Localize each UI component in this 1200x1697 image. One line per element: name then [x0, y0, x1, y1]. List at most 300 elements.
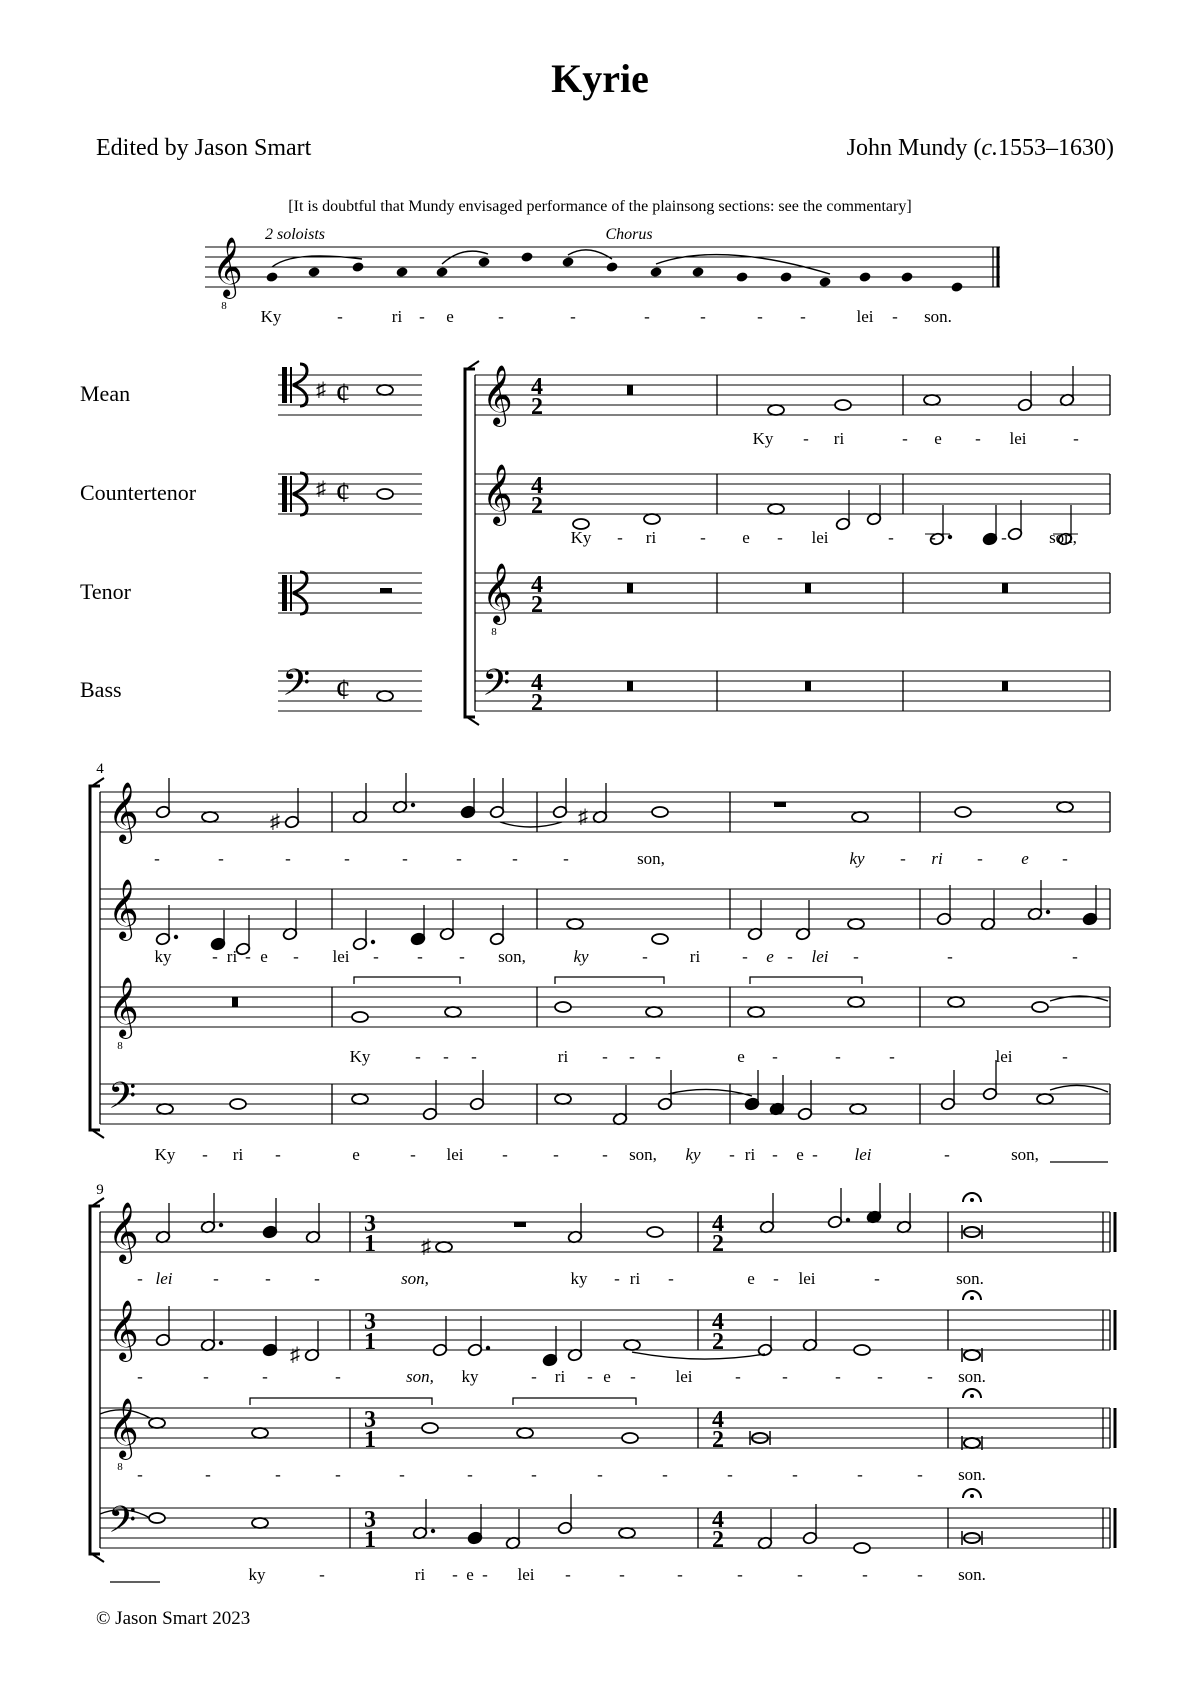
systems-1-lyrics-0-syllable: - [563, 849, 569, 868]
ct-note [542, 1326, 558, 1367]
measure-number-4: 4 [96, 761, 104, 777]
bass-note [1037, 1094, 1053, 1104]
incipit-note-bass-head [377, 691, 393, 701]
ct-note [757, 1316, 773, 1357]
system-3-treble-clef-1: 𝄞 [108, 1202, 139, 1262]
bass-note [555, 1094, 571, 1104]
tenor-rest [232, 997, 238, 1007]
tenor-rest [805, 583, 811, 593]
incipit-c-clef-countertenor-bar [282, 476, 287, 512]
mean-note [155, 1203, 171, 1244]
systems-1-lyrics-3-syllable: e [796, 1145, 804, 1164]
composer-circa: c. [981, 135, 998, 161]
systems-1-lyrics-3-syllable: ky [685, 1145, 701, 1164]
tenor-note [848, 997, 864, 1007]
systems-1-lyrics-1-syllable: son, [498, 947, 526, 966]
bass-note [467, 1504, 483, 1545]
systems-1-lyrics-1-syllable: - [1072, 947, 1078, 966]
bass-rest [805, 681, 811, 691]
systems-2-lyrics-3-syllable: - [677, 1565, 683, 1584]
systems-1-lyrics-2-syllable: Ky [349, 1047, 371, 1066]
system-1-time-sig-1-top: 4 [531, 374, 543, 400]
systems-1-lyrics-3-syllable: - [772, 1145, 778, 1164]
systems-0-lyrics-0-syllable: ri [833, 429, 845, 448]
systems-2-lyrics-1-syllable: - [927, 1367, 933, 1386]
system-3-time-4-2-bottom: 2 [712, 1329, 724, 1355]
tenor-fermata-dot [970, 1394, 974, 1398]
ct-note [982, 505, 998, 546]
systems-2-lyrics-1-syllable: - [203, 1367, 209, 1386]
bass-note [412, 1499, 435, 1540]
plainsong-lyrics-syllable: ri [391, 307, 403, 326]
systems-1-lyrics-3-syllable: ri [744, 1145, 756, 1164]
systems-2-lyrics-0-syllable: lei [155, 1269, 173, 1288]
systems-2-lyrics-2-syllable: - [727, 1465, 733, 1484]
systems-1-lyrics-1-syllable: - [853, 947, 859, 966]
mean-note [768, 405, 784, 415]
systems-0-lyrics-1-syllable: - [888, 528, 894, 547]
mean-note-head [852, 812, 868, 822]
mean-note [460, 778, 476, 819]
tenor-note [948, 997, 964, 1007]
mean-fermata-dot [970, 1198, 974, 1202]
plainsong-note [477, 256, 490, 268]
plainsong-note [307, 266, 320, 278]
ct-note-dot [948, 535, 952, 539]
system-3-time-4-2-bottom: 2 [712, 1527, 724, 1553]
tenor-note [149, 1418, 165, 1428]
systems-2-lyrics-1-syllable: - [630, 1367, 636, 1386]
part-label-tenor: Tenor [80, 579, 131, 604]
mean-note [552, 778, 568, 819]
systems-2-lyrics-3-syllable: - [319, 1565, 325, 1584]
plainsong-lyrics-syllable: - [570, 307, 576, 326]
plainsong-note [605, 261, 618, 273]
mean-rest-m1 [627, 385, 633, 395]
plainsong-lyrics-syllable: - [800, 307, 806, 326]
system-1-treble-clef-2: 𝄞 [482, 464, 513, 524]
systems-2-lyrics-2-syllable: son. [958, 1465, 986, 1484]
bass-note-head [854, 1543, 870, 1553]
ct-note-head [652, 934, 668, 944]
bass-note [940, 1070, 956, 1111]
systems-1-lyrics-3-syllable: - [602, 1145, 608, 1164]
mean-note-dot [846, 1218, 850, 1222]
tenor-note-head [555, 1002, 571, 1012]
systems-0-lyrics-1-syllable: Ky [570, 528, 592, 547]
systems-1-lyrics-1-syllable: lei [332, 947, 350, 966]
systems-0-lyrics-1-syllable: lei [811, 528, 829, 547]
systems-2-lyrics-1-syllable: - [262, 1367, 268, 1386]
system-1-treble-clef-1: 𝄞 [482, 365, 513, 425]
systems-1-lyrics-0-syllable: - [456, 849, 462, 868]
systems-2-lyrics-3-syllable: - [797, 1565, 803, 1584]
mean-note [155, 778, 171, 819]
systems-2-lyrics-2-syllable: - [467, 1465, 473, 1484]
mean-sharp: ♯ [578, 806, 588, 828]
ct-note-dot [174, 935, 178, 939]
systems-1-lyrics-3-syllable: - [275, 1145, 281, 1164]
systems-0-lyrics-1-syllable: - [930, 528, 936, 547]
ct-note [210, 910, 226, 951]
systems-1-lyrics-1-syllable: - [293, 947, 299, 966]
mean-note [652, 807, 668, 817]
bass-note [469, 1070, 485, 1111]
incipit-c-clef-tenor-bar [282, 575, 287, 611]
systems-2-lyrics-3-syllable: - [482, 1565, 488, 1584]
system-2-bracket [90, 786, 100, 1130]
systems-1-lyrics-1-syllable: ky [154, 947, 172, 966]
ct-note [155, 905, 178, 946]
tenor-note-head [252, 1428, 268, 1438]
mean-note [262, 1198, 278, 1239]
systems-1-lyrics-0-syllable: - [154, 849, 160, 868]
ct-note [352, 910, 375, 951]
plainsong-slur-3 [568, 250, 612, 259]
plainsong-lyrics-syllable: - [757, 307, 763, 326]
plainsong-note [395, 266, 408, 278]
bass-fermata-dot [970, 1494, 974, 1498]
systems-1-lyrics-0-syllable: - [344, 849, 350, 868]
systems-1-lyrics-1-syllable: ri [689, 947, 701, 966]
systems-1-lyrics-3-syllable: son, [1011, 1145, 1039, 1164]
tenor-note [517, 1428, 533, 1438]
ct-note [282, 900, 298, 941]
systems-1-lyrics-0-syllable: - [900, 849, 906, 868]
systems-1-lyrics-1-syllable: - [417, 947, 423, 966]
systems-0-lyrics-1-syllable: - [700, 528, 706, 547]
bass-tie [1050, 1085, 1108, 1092]
systems-0-lyrics-1-syllable: - [1001, 528, 1007, 547]
systems-2-lyrics-1-syllable: lei [675, 1367, 693, 1386]
systems-2-lyrics-1-syllable: - [587, 1367, 593, 1386]
ct-note [848, 919, 864, 929]
incipit-cut-time-countertenor: ¢ [335, 476, 351, 509]
mean-note [352, 783, 368, 824]
bass-note [850, 1104, 866, 1114]
tenor-note [555, 1002, 571, 1012]
incipit-note-countertenor [377, 489, 393, 499]
systems-2-lyrics-0-syllable: ky [570, 1269, 588, 1288]
system-3-time-3-1-bottom: 1 [364, 1231, 376, 1257]
mean-note-head [202, 812, 218, 822]
tenor-note-head [646, 1007, 662, 1017]
part-label-mean: Mean [80, 381, 131, 406]
mean-note [866, 1183, 882, 1224]
systems-2-lyrics-1-syllable: - [835, 1367, 841, 1386]
systems-0-lyrics-0-syllable: Ky [752, 429, 774, 448]
bass-note-head [252, 1518, 268, 1528]
systems-0-lyrics-0-syllable: - [975, 429, 981, 448]
plainsong-lyrics-syllable: e [446, 307, 454, 326]
system-3-time-4-2-bottom: 2 [712, 1231, 724, 1257]
editor-credit: Edited by Jason Smart [96, 135, 312, 161]
systems-0-lyrics-1-syllable: son, [1049, 528, 1077, 547]
copyright: © Jason Smart 2023 [96, 1608, 251, 1629]
mean-note [896, 1193, 912, 1234]
plainsong-lyrics-syllable: lei [856, 307, 874, 326]
ct-note [200, 1311, 223, 1352]
system-3-bass-clef: 𝄢 [108, 1499, 137, 1550]
systems-1-lyrics-0-syllable: e [1021, 849, 1029, 868]
incipit-note-countertenor-head [377, 489, 393, 499]
systems-1-lyrics-3-syllable: - [729, 1145, 735, 1164]
tenor-note [252, 1428, 268, 1438]
ct-note [1082, 885, 1098, 926]
systems-1-lyrics-2-syllable: - [835, 1047, 841, 1066]
systems-2-lyrics-1-syllable: son, [406, 1367, 434, 1386]
plainsong-slur-1 [272, 256, 362, 267]
mean-note [924, 395, 940, 405]
bass-note-head [619, 1528, 635, 1538]
bass-note [802, 1504, 818, 1545]
incipit-sharp-mean: ♯ [316, 379, 326, 401]
systems-1-lyrics-1-syllable: e [260, 947, 268, 966]
systems-2-lyrics-2-syllable: - [597, 1465, 603, 1484]
mean-note [1017, 371, 1033, 412]
plainsong-treble-clef: 𝄞 [212, 237, 243, 297]
systems-1-lyrics-2-syllable: - [1062, 1047, 1068, 1066]
system-3-time-4-2-top: 4 [712, 1211, 724, 1237]
systems-0-lyrics-1-syllable: - [617, 528, 623, 547]
systems-2-lyrics-0-syllable: - [668, 1269, 674, 1288]
systems-2-lyrics-2-syllable: - [792, 1465, 798, 1484]
systems-1-lyrics-1-syllable: - [787, 947, 793, 966]
system-1-time-sig-1-bottom: 2 [531, 394, 543, 420]
systems-1-lyrics-1-syllable: - [212, 947, 218, 966]
systems-2-lyrics-0-syllable: - [874, 1269, 880, 1288]
incipit-c-clef-tenor-bar2 [290, 575, 292, 611]
systems-1-lyrics-0-syllable: - [218, 849, 224, 868]
systems-1-lyrics-0-syllable: - [402, 849, 408, 868]
systems-1-lyrics-1-syllable: ky [573, 947, 589, 966]
systems-1-lyrics-3-syllable: lei [854, 1145, 872, 1164]
ct-note [410, 905, 426, 946]
systems-2-lyrics-1-syllable: e [603, 1367, 611, 1386]
incipit-c-clef-mean-bar2 [290, 367, 292, 403]
systems-0-lyrics-1-syllable: ri [645, 528, 657, 547]
mean-note [567, 1203, 583, 1244]
systems-2-lyrics-3-syllable: - [565, 1565, 571, 1584]
tenor-ligature [250, 1398, 432, 1405]
tenor-note [1032, 1002, 1048, 1012]
bass-note-head [352, 1094, 368, 1104]
plainsong-lyrics-syllable: - [337, 307, 343, 326]
incipit-note-mean-head [377, 385, 393, 395]
tenor-note-head [848, 997, 864, 1007]
systems-1-lyrics-2-syllable: - [471, 1047, 477, 1066]
plainsong-note [435, 266, 448, 278]
systems-1-lyrics-3-syllable: - [944, 1145, 950, 1164]
mean-note-head [647, 1227, 663, 1237]
ct-note-head [567, 919, 583, 929]
systems-1-lyrics-1-syllable: ri [226, 947, 238, 966]
plainsong-note [950, 281, 963, 293]
bass-note-dot [431, 1529, 435, 1533]
plainsong-lyrics-syllable: son. [924, 307, 952, 326]
system-1-bracket-hooks [467, 361, 479, 725]
ct-note [304, 1321, 320, 1362]
systems-2-lyrics-1-syllable: - [877, 1367, 883, 1386]
systems-2-lyrics-1-syllable: ri [554, 1367, 566, 1386]
systems-1-lyrics-0-syllable: son, [637, 849, 665, 868]
plainsong-lyrics-syllable: - [892, 307, 898, 326]
tenor-note-head [948, 997, 964, 1007]
systems-1-lyrics-2-syllable: - [772, 1047, 778, 1066]
systems-1-lyrics-2-syllable: - [629, 1047, 635, 1066]
tenor-note-head [964, 1438, 980, 1448]
systems-2-lyrics-2-syllable: - [137, 1465, 143, 1484]
part-label-countertenor: Countertenor [80, 480, 197, 505]
bass-note [230, 1099, 246, 1109]
mean-rest [514, 1222, 526, 1227]
ct-note [467, 1316, 490, 1357]
systems-0-lyrics-0-syllable: lei [1009, 429, 1027, 448]
systems-1-lyrics-0-syllable: - [512, 849, 518, 868]
system-3-time-4-2-top: 4 [712, 1309, 724, 1335]
ct-note [747, 900, 763, 941]
bass-note [505, 1509, 521, 1550]
system-3-time-3-1-bottom: 1 [364, 1527, 376, 1553]
tenor-note [622, 1433, 638, 1443]
incipit-cut-time-mean: ¢ [335, 377, 351, 410]
systems-2-lyrics-2-syllable: - [335, 1465, 341, 1484]
plainsong-label-chorus: Chorus [605, 226, 653, 243]
systems-2-lyrics-0-syllable: - [614, 1269, 620, 1288]
ct-note-head [644, 514, 660, 524]
systems-2-lyrics-3-syllable: - [452, 1565, 458, 1584]
ct-note [439, 900, 455, 941]
tenor-note [646, 1007, 662, 1017]
tenor-ligature [750, 977, 862, 984]
mean-note-dot [219, 1223, 223, 1227]
bass-note-head [149, 1513, 165, 1523]
system-1-bass-clef: 𝄢 [482, 662, 511, 713]
systems-1-lyrics-1-syllable: - [742, 947, 748, 966]
plainsong-note [561, 256, 574, 268]
bass-note [149, 1513, 165, 1523]
bass-note [982, 1060, 998, 1101]
ct-note [1027, 880, 1050, 921]
plainsong-note [520, 251, 533, 263]
ct-note [652, 934, 668, 944]
systems-1-lyrics-3-syllable: - [553, 1145, 559, 1164]
mean-note [592, 783, 608, 824]
composer-dates: 1553–1630) [998, 135, 1114, 161]
tenor-note [748, 1007, 764, 1017]
plainsong-note [858, 271, 871, 283]
incipit-cut-time-bass: ¢ [335, 673, 351, 706]
systems-2-lyrics-2-syllable: - [205, 1465, 211, 1484]
ct-note-dot [371, 940, 375, 944]
mean-note [202, 812, 218, 822]
systems-2-lyrics-2-syllable: - [662, 1465, 668, 1484]
mean-rest [774, 802, 786, 807]
systems-2-lyrics-0-syllable: - [773, 1269, 779, 1288]
systems-1-lyrics-1-syllable: - [459, 947, 465, 966]
mean-note-head [652, 807, 668, 817]
systems-2-lyrics-2-syllable: - [857, 1465, 863, 1484]
system-3-time-3-1-top: 3 [364, 1309, 376, 1335]
ct-note-dot [219, 1341, 223, 1345]
systems-2-lyrics-0-syllable: son. [956, 1269, 984, 1288]
systems-1-lyrics-1-syllable: e [766, 947, 774, 966]
tenor-note-head [422, 1423, 438, 1433]
bass-note-head [230, 1099, 246, 1109]
system-1-treble-clef-3: 𝄞 [482, 563, 513, 623]
systems-2-lyrics-3-syllable: son. [958, 1565, 986, 1584]
systems-1-lyrics-3-syllable: son, [629, 1145, 657, 1164]
ct-note [644, 514, 660, 524]
systems-1-lyrics-2-syllable: - [889, 1047, 895, 1066]
systems-1-lyrics-1-syllable: - [245, 947, 251, 966]
bass-note [854, 1543, 870, 1553]
system-3-time-4-2-bottom: 2 [712, 1427, 724, 1453]
tenor-note-head [748, 1007, 764, 1017]
mean-note [1057, 802, 1073, 812]
system-3-treble-clef-3: 𝄞 [108, 1398, 139, 1458]
system-2-treble-clef-1: 𝄞 [108, 782, 139, 842]
plainsong-note [818, 276, 831, 288]
systems-1-lyrics-3-syllable: - [202, 1145, 208, 1164]
system-1-treble-clef-3-8: 8 [491, 626, 497, 638]
systems-1-lyrics-3-syllable: - [502, 1145, 508, 1164]
bass-note [252, 1518, 268, 1528]
ct-note [768, 504, 784, 514]
plainsong-note [779, 271, 792, 283]
system-1-bracket [465, 369, 475, 717]
tenor-rest [1002, 583, 1008, 593]
systems-2-lyrics-2-syllable: - [275, 1465, 281, 1484]
tenor-note [422, 1423, 438, 1433]
incipit-note-mean [377, 385, 393, 395]
mean-note [759, 1193, 775, 1234]
bass-note [757, 1509, 773, 1550]
incipit-bass-clef: 𝄢 [282, 662, 311, 713]
bass-note [769, 1075, 785, 1116]
system-3-time-3-1-top: 3 [364, 1507, 376, 1533]
bass-note-head [157, 1104, 173, 1114]
mean-note-head [1057, 802, 1073, 812]
system-3-treble-clef-2: 𝄞 [108, 1300, 139, 1360]
systems-0-lyrics-0-syllable: - [902, 429, 908, 448]
plainsong-note [265, 271, 278, 283]
composer-name: John Mundy ( [846, 135, 982, 161]
ct-note [980, 890, 996, 931]
mean-note [200, 1193, 223, 1234]
systems-2-lyrics-1-syllable: son. [958, 1367, 986, 1386]
system-3-time-3-1-top: 3 [364, 1211, 376, 1237]
plainsong-note [735, 271, 748, 283]
mean-note [955, 807, 971, 817]
systems-2-lyrics-3-syllable: - [619, 1565, 625, 1584]
systems-2-lyrics-0-syllable: son, [401, 1269, 429, 1288]
ct-note [795, 900, 811, 941]
systems-1-lyrics-2-syllable: - [443, 1047, 449, 1066]
ct-note [1007, 500, 1023, 541]
systems-1-lyrics-1-syllable: - [947, 947, 953, 966]
system-3-time-4-2-top: 4 [712, 1407, 724, 1433]
ct-note [854, 1345, 870, 1355]
tenor-note-head [517, 1428, 533, 1438]
mean-note [647, 1227, 663, 1237]
tenor-note [445, 1007, 461, 1017]
systems-2-lyrics-1-syllable: - [782, 1367, 788, 1386]
systems-1-lyrics-0-syllable: - [977, 849, 983, 868]
ct-note [567, 1321, 583, 1362]
systems-1-lyrics-3-syllable: lei [446, 1145, 464, 1164]
systems-2-lyrics-0-syllable: - [314, 1269, 320, 1288]
